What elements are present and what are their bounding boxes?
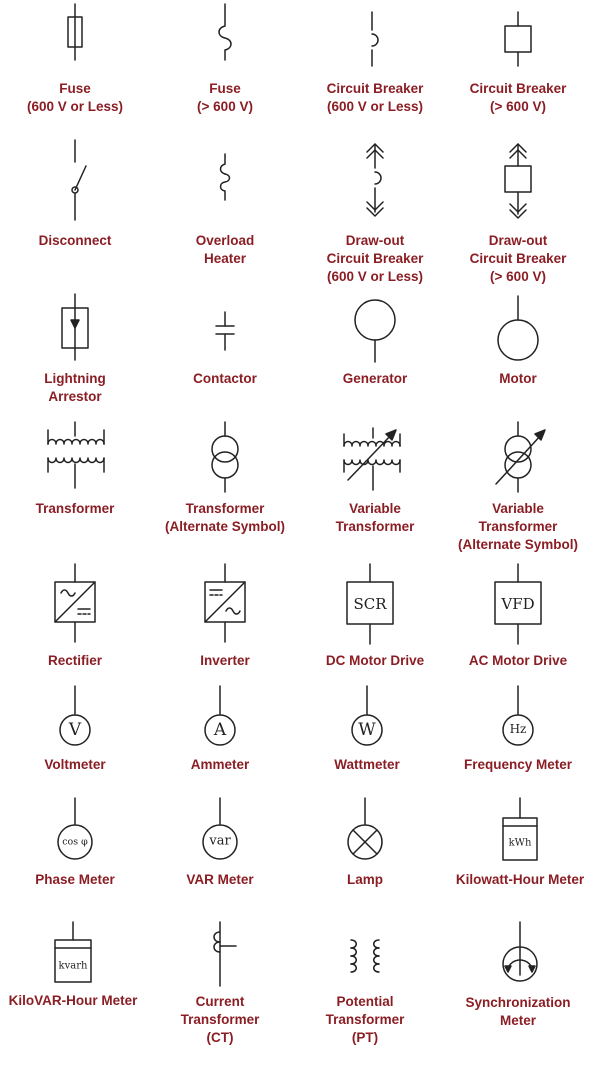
fuse-high-label: Fuse (> 600 V) [197,81,253,114]
lamp-symbol [342,796,388,872]
current-transformer-label: Current Transformer (CT) [180,994,260,1045]
wattmeter-label: Wattmeter [334,757,400,772]
var-meter-text: var [209,833,231,849]
ammeter-text: A [213,720,227,740]
rectifier-label: Rectifier [47,653,103,668]
var-meter-symbol [197,796,243,872]
overload-heater-label: Overload Heater [195,233,255,266]
kwh-meter-label: Kilowatt-Hour Meter [455,872,585,887]
inverter-symbol [200,562,250,652]
motor-symbol [488,290,548,370]
ammeter-symbol [200,684,240,754]
dc-motor-drive-box-text: SCR [353,595,387,613]
ac-motor-drive-symbol [488,562,548,652]
var-meter-label: VAR Meter [186,872,254,887]
voltmeter-symbol [55,684,95,754]
variable-transformer-symbol [338,418,408,498]
circuit-breaker-low-symbol [355,0,395,80]
synchronization-meter-symbol [497,920,543,992]
motor-label: Motor [499,371,537,386]
current-transformer-symbol [200,920,246,992]
transformer-label: Transformer [35,501,115,516]
voltmeter-text: V [68,720,82,740]
frequency-meter-symbol [498,684,538,754]
lightning-arrestor-symbol [55,290,95,370]
dc-motor-drive-symbol [340,562,400,652]
kwh-meter-text: kWh [508,837,532,849]
rectifier-symbol [50,562,100,652]
fuse-low-label: Fuse (600 V or Less) [26,81,124,114]
drawout-circuit-breaker-high-label: Draw-out Circuit Breaker (> 600 V) [469,233,567,284]
potential-transformer-symbol [342,920,388,992]
ac-motor-drive-box-text: VFD [501,595,535,613]
fuse-low-symbol [55,0,95,80]
lightning-arrestor-label: Lightning Arrestor [44,371,106,404]
generator-label: Generator [342,371,408,386]
inverter-label: Inverter [200,653,250,668]
transformer-alt-symbol [195,418,255,498]
frequency-meter-text: Hz [509,722,527,736]
kvarh-meter-text: kvarh [58,960,88,972]
transformer-alt-label: Transformer (Alternate Symbol) [164,501,286,534]
dc-motor-drive-label: DC Motor Drive [325,653,425,668]
variable-transformer-alt-symbol [488,418,558,498]
lamp-label: Lamp [346,872,383,887]
phase-meter-label: Phase Meter [35,872,115,887]
variable-transformer-alt-label: Variable Transformer (Alternate Symbol) [457,501,579,552]
phase-meter-symbol [52,796,98,872]
synchronization-meter-label: Synchronization Meter [465,995,571,1028]
drawout-circuit-breaker-low-symbol [355,138,395,230]
variable-transformer-label: Variable Transformer [335,501,415,534]
generator-symbol [345,290,405,370]
ammeter-label: Ammeter [190,757,250,772]
contactor-symbol [205,290,245,370]
phase-meter-text: cos φ [62,836,88,848]
kwh-meter-symbol [497,796,543,872]
voltmeter-label: Voltmeter [44,757,106,772]
circuit-breaker-high-label: Circuit Breaker (> 600 V) [469,81,567,114]
drawout-circuit-breaker-low-label: Draw-out Circuit Breaker (600 V or Less) [326,233,424,284]
wattmeter-symbol [347,684,387,754]
circuit-breaker-high-symbol [498,0,538,80]
overload-heater-symbol [205,138,245,230]
fuse-high-symbol [205,0,245,80]
frequency-meter-label: Frequency Meter [463,757,573,772]
drawout-circuit-breaker-high-symbol [498,138,538,230]
ac-motor-drive-label: AC Motor Drive [468,653,568,668]
disconnect-label: Disconnect [38,233,112,248]
disconnect-symbol [55,138,95,230]
potential-transformer-label: Potential Transformer (PT) [325,994,405,1045]
contactor-label: Contactor [193,371,257,386]
circuit-breaker-low-label: Circuit Breaker (600 V or Less) [326,81,424,114]
wattmeter-text: W [358,720,376,740]
kvarh-meter-label: KiloVAR-Hour Meter [8,993,138,1008]
transformer-symbol [40,418,110,498]
kvarh-meter-symbol [50,920,96,992]
